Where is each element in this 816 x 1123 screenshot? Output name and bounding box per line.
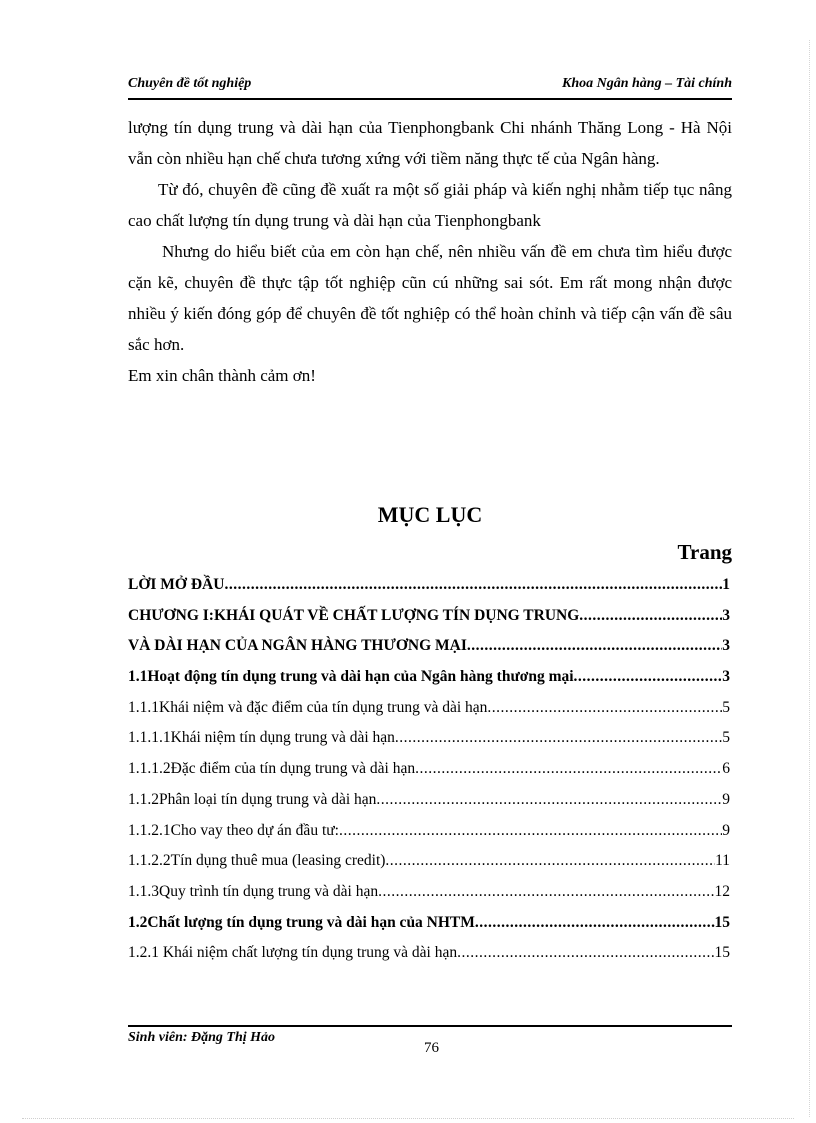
toc-entry-text: LỜI MỞ ĐẦU <box>128 576 225 593</box>
toc-entry-text: 1.1.2Phân loại tín dụng trung và dài hạn <box>128 790 377 808</box>
paragraph-4: Em xin chân thành cảm ơn! <box>128 366 316 385</box>
toc-entry-page: 12 <box>714 882 730 900</box>
toc-leader-dots <box>339 822 722 840</box>
toc-entry-page: 6 <box>722 760 730 778</box>
toc-entry[interactable] <box>128 944 730 975</box>
body-text <box>128 112 732 391</box>
toc-entry-page: 3 <box>722 637 730 655</box>
toc-entry-text: VÀ DÀI HẠN CỦA NGÂN HÀNG THƯƠNG MẠI <box>128 637 467 655</box>
header-right-text: Khoa Ngân hàng – Tài chính <box>562 76 732 91</box>
toc-leader-dots <box>579 607 722 625</box>
paragraph-1: lượng tín dụng trung và dài hạn của Tienphongbank Chi nhánh Thăng Long - Hà Nội vẫn còn nhiều hạn chế chưa tương xứng với tiềm năng thực tế của Ngân hàng. <box>128 118 732 168</box>
page-edge-bottom <box>22 1118 794 1119</box>
toc-leader-dots <box>475 914 715 932</box>
page-header <box>128 76 732 96</box>
toc-leader-dots <box>574 668 723 686</box>
toc-leader-dots <box>467 637 722 655</box>
toc-entry[interactable] <box>128 607 730 638</box>
toc-leader-dots <box>415 760 722 778</box>
toc-entry-text: 1.1Hoạt động tín dụng trung và dài hạn của Ngân hàng thương mại <box>128 668 574 686</box>
toc-entry[interactable] <box>128 822 730 853</box>
toc-entry-page: 15 <box>714 944 730 962</box>
toc-entry-text: 1.2Chất lượng tín dụng trung và dài hạn của NHTM <box>128 913 475 931</box>
toc-entry[interactable] <box>128 637 730 668</box>
toc-entry-text: 1.1.2.1Cho vay theo dự án đầu tư: <box>128 821 339 839</box>
toc-entry-page: 15 <box>714 913 730 931</box>
paragraph-2: Từ đó, chuyên đề cũng đề xuất ra một số giải pháp và kiến nghị nhằm tiếp tục nâng cao chất lượng tín dụng trung và dài hạn của Tienphongbank <box>128 180 732 230</box>
toc-entry-text: 1.2.1 Khái niệm chất lượng tín dụng trung và dài hạn <box>128 944 458 962</box>
toc-page-label: Trang <box>677 540 732 564</box>
toc-entry[interactable] <box>128 729 730 760</box>
header-left-text: Chuyên đề tốt nghiệp <box>128 76 252 91</box>
toc-entry[interactable] <box>128 668 730 699</box>
toc-entry-page: 3 <box>722 606 730 624</box>
toc-entry-text: 1.1.1Khái niệm và đặc điểm của tín dụng trung và dài hạn <box>128 698 488 716</box>
toc-entry-page: 5 <box>722 698 730 716</box>
table-of-contents <box>128 576 730 975</box>
toc-title: MỤC LỤC <box>377 502 483 527</box>
toc-leader-dots <box>378 883 714 901</box>
toc-entry-page: 1 <box>722 576 730 593</box>
toc-entry-page: 3 <box>722 668 730 686</box>
toc-leader-dots <box>395 729 722 747</box>
toc-leader-dots <box>376 791 722 809</box>
toc-leader-dots <box>224 576 722 594</box>
footer-student-name: Sinh viên: Đặng Thị Hảo <box>128 1030 276 1045</box>
toc-entry-text: 1.1.2.2Tín dụng thuê mua (leasing credit) <box>128 852 386 870</box>
paragraph-3: Nhưng do hiểu biết của em còn hạn chế, nên nhiều vấn đề em chưa tìm hiểu được cặn kẽ, chuyên đề thực tập tốt nghiệp cũn cú những sai sót. Em rất mong nhận được nhiều ý kiến đóng góp để chuyên đề tốt nghiệp có thể hoàn chỉnh và tiếp cận vấn đề sâu sắc hơn. <box>128 242 732 354</box>
toc-leader-dots <box>385 852 715 870</box>
toc-entry[interactable] <box>128 883 730 914</box>
toc-entry[interactable] <box>128 914 730 945</box>
toc-entry-text: 1.1.1.2Đặc điểm của tín dụng trung và dài hạn <box>128 760 416 778</box>
toc-entry-page: 9 <box>722 790 730 808</box>
toc-entry-page: 9 <box>722 821 730 839</box>
footer-rule <box>128 1025 732 1027</box>
toc-entry-page: 5 <box>722 729 730 747</box>
toc-entry[interactable] <box>128 760 730 791</box>
page-edge-right <box>809 40 810 1117</box>
toc-entry-text: 1.1.1.1Khái niệm tín dụng trung và dài hạn <box>128 729 395 747</box>
toc-entry-text: CHƯƠNG I:KHÁI QUÁT VỀ CHẤT LƯỢNG TÍN DỤNG TRUNG <box>128 606 580 624</box>
toc-entry[interactable] <box>128 576 730 607</box>
toc-entry-page: 11 <box>715 852 730 870</box>
header-rule <box>128 98 732 100</box>
page-number: 76 <box>424 1040 439 1056</box>
toc-entry[interactable] <box>128 791 730 822</box>
toc-entry[interactable] <box>128 699 730 730</box>
toc-leader-dots <box>487 699 722 717</box>
toc-leader-dots <box>457 944 714 962</box>
toc-entry-text: 1.1.3Quy trình tín dụng trung và dài hạn <box>128 882 379 900</box>
toc-entry[interactable] <box>128 852 730 883</box>
